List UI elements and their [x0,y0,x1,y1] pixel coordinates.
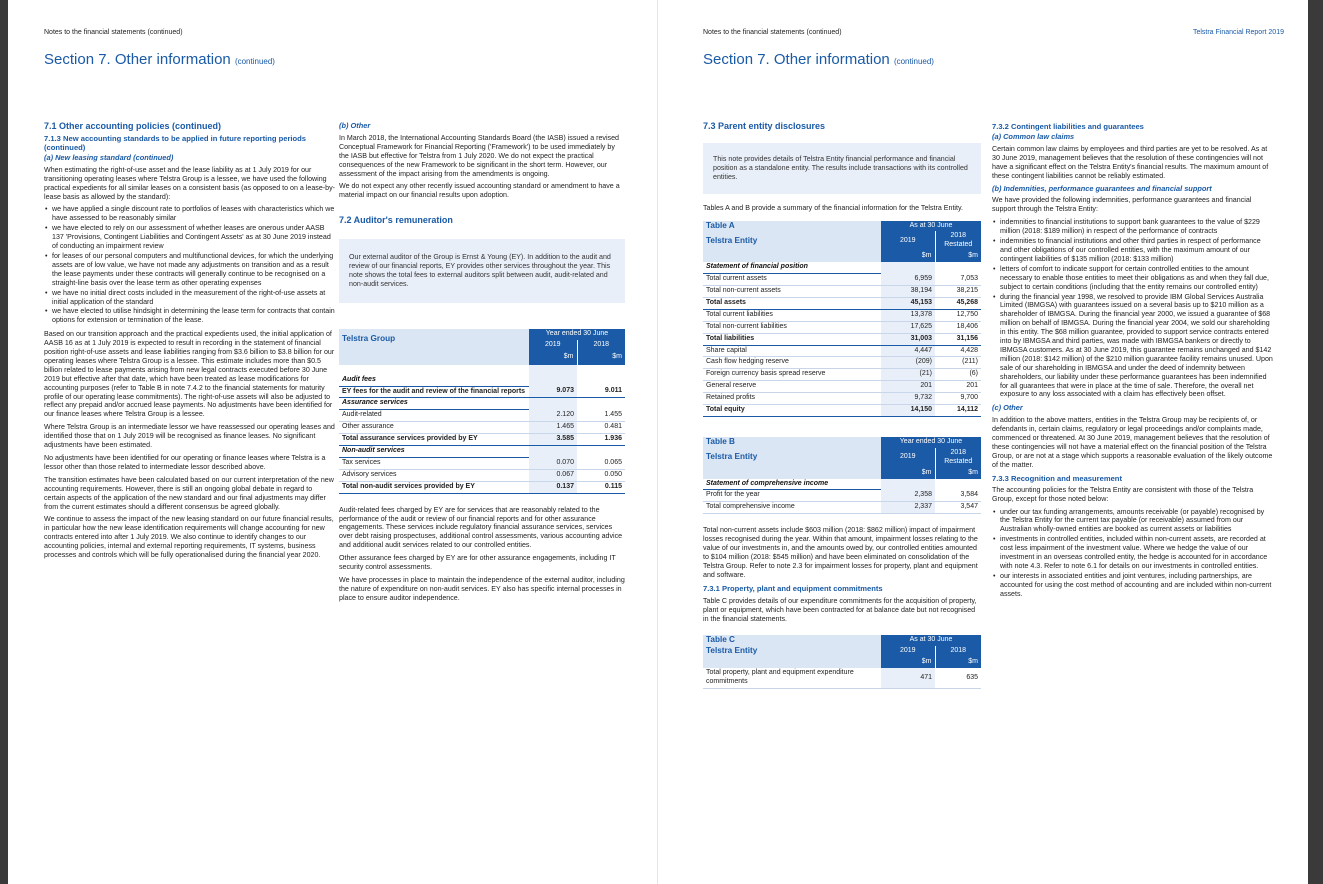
cell: 3,584 [935,490,981,502]
cell: 1.936 [577,434,625,446]
year-2019: 2019 [529,340,577,351]
paragraph: Other assurance fees charged by EY are for other assurance engagements, including IT security control assessments. [339,554,616,572]
unit: $m [881,251,935,262]
cell: 18,406 [935,321,981,333]
cell: 0.065 [577,457,625,469]
table-row: Audit-related [339,410,529,422]
right-column-2 [992,122,1274,604]
heading-7-3-2: 7.3.2 Contingent liabilities and guarantees [992,122,1144,131]
cell: 9,732 [881,393,935,405]
paragraph: In March 2018, the International Accounting Standards Board (the IASB) issued a revised Conceptual Framework for Financial Reporting ('Framework') to be used immediately by the IASB but effective for Telstra from 1 July 2020. We do not expect the practical consequences of the new Framework to be significant in the short term. However, our assessment of the impact arising from the amendments is ongoing. [339,133,619,178]
cell: (209) [881,357,935,369]
table-row: Retained profits [703,393,881,405]
list-item: • letters of comfort to indicate support for certain controlled entities to the amount necessary to enable those entities to meet their obligations as and when they fall due, subject to certain conditions (including that the entity remains our controlled entity) [992,265,1274,292]
year-2019: 2019 [881,646,935,657]
cell: 201 [935,381,981,393]
list-item: • we have elected to rely on our assessment of whether leases are onerous under AASB 137 'Provisions, Contingent Liabilities and Contingent Assets' as at 30 June 2019 instead of conducting an impairment review [44,224,335,251]
running-header: Notes to the financial statements (continued) [703,29,842,36]
cell: 0.115 [577,481,625,493]
paragraph: The accounting policies for the Telstra Entity are consistent with those of the Telstra Group, except for those noted below: [992,485,1254,503]
heading-a: (a) New leasing standard (continued) [44,152,174,162]
paragraph: Tables A and B provide a summary of the financial information for the Telstra Entity. [703,203,963,212]
cell: 2,337 [881,502,935,514]
table-row: Non-audit services [339,446,529,458]
table-row: Total assurance services provided by EY [339,434,529,446]
cell: 45,268 [935,297,981,309]
table-title: Table A [703,221,881,232]
table-row: Total current liabilities [703,309,881,321]
table-period: Year ended 30 June [881,437,981,448]
running-header: Notes to the financial statements (continued) [44,29,183,36]
paragraph: We have provided the following indemnities, performance guarantees and financial support through the Telstra Entity: [992,196,1252,214]
year-2019: 2019 [881,231,935,251]
list-item: • for leases of our personal computers and multifunctional devices, for which the underlying assets are of low value, we have not made any adjustments on transition and as a result the lease payments under these contracts will generally continue to be recognised on a straight-line basis over the lease term as other operating expenses [44,252,335,288]
cell: 38,194 [881,285,935,297]
paragraph: Audit-related fees charged by EY are for services that are reasonably related to the performance of the audit or review of our financial reports and for other assurance engagements. These services include regulatory financial assurance services, services over debt raising prospectuses, additional control assessments, various accounting advice and additional audit services related to our controlled entities. [339,505,623,550]
table-row: Total current assets [703,274,881,286]
cell: 2,358 [881,490,935,502]
year-2018: 2018 [577,340,625,351]
table-row: Statement of comprehensive income [703,479,881,490]
left-column-2 [339,122,625,607]
paragraph: We have processes in place to maintain the independence of the external auditor, including the nature of expenditure on non-audit services. EY also has specific internal processes in place to ensure auditor independence. [339,576,625,602]
cell: 0.067 [529,469,577,481]
right-column-1 [703,122,981,695]
cell: (211) [935,357,981,369]
brand-label: Telstra Financial Report 2019 [1192,29,1284,36]
table-row: Total non-audit services provided by EY [339,481,529,493]
bullet-list [992,508,1274,599]
paragraph: No adjustments have been identified for our operating or finance leases where Telstra is a lessor other than those related to intermediate lessor described above. [44,454,326,471]
table-row: General reserve [703,381,881,393]
auditor-table [339,329,625,494]
table-period: As at 30 June [881,635,981,646]
table-row: Advisory services [339,469,529,481]
list-item: • investments in controlled entities, included within non-current assets, are recorded at cost less impairment of the investment value. Where we hedge the value of our investment in an overseas controlled entity, the hedge is accounted for in accordance with note 4.3. Refer to note 6.1 for details on our investments in controlled entities. [992,535,1274,571]
table-row: Share capital [703,345,881,357]
list-item: • indemnities to financial institutions to support bank guarantees to the value of $229 million (2018: $189 million) in respect of the performance of contracts [992,218,1274,236]
table-row: Total assets [703,297,881,309]
heading-7-3-1: 7.3.1 Property, plant and equipment commitments [703,583,883,593]
list-item: • our interests in associated entities and joint ventures, including partnerships, are accounted for using the cost method of accounting and are included within non-current assets. [992,572,1274,599]
table-row: Total comprehensive income [703,502,881,514]
cell: 2.120 [529,410,577,422]
table-row: Audit fees [339,375,529,386]
paragraph: Table C provides details of our expenditure commitments for the acquisition of property, plant or equipment, which have been contracted for at balance date but not recognised in the financial statements. [703,596,977,623]
paragraph: We do not expect any other recently issued accounting standard or amendment to have a material impact on our financial results upon adoption. [339,182,620,200]
cell: 1.465 [529,422,577,434]
table-row: Total equity [703,405,881,417]
cell: 9.073 [529,386,577,398]
paragraph: Total non-current assets include $603 million (2018: $862 million) impact of impairment losses recognised during the year. Within that amount, impairment losses relating to the value of our investments in, and the amounts owed by, our controlled entities amounted to $104 million (2018: $545 million) and have been eliminated on consolidation of the Telstra Group. Refer to note 2.3 for impairment losses for property, plant and equipment and software. [703,526,978,579]
table-a [703,221,981,417]
bullet-list [44,205,335,325]
table-subtitle: Telstra Entity [703,231,881,251]
left-column-1 [44,122,335,564]
heading-7-1-3: 7.1.3 New accounting standards to be applied in future reporting periods (continued) [44,133,307,152]
heading-7-1: 7.1 Other accounting policies (continued) [44,121,222,131]
table-row: Tax services [339,457,529,469]
table-row: Total liabilities [703,333,881,345]
year-2018: 2018 Restated [935,448,981,468]
table-title: Telstra Group [339,329,529,351]
unit: $m [529,351,577,365]
year-2018: 2018 Restated [935,231,981,251]
year-2019: 2019 [881,448,935,468]
paragraph: Where Telstra Group is an intermediate lessor we have reassessed our operating leases and identified those that on 1 July 2019 will be recognised as finance leases. No significant adjustments have been estimated. [44,423,335,450]
cell: 0.481 [577,422,625,434]
cell: 4,428 [935,345,981,357]
heading-a: (a) Common law claims [992,132,1075,141]
year-2018: 2018 [935,646,981,657]
cell: 471 [881,668,935,688]
table-row: Profit for the year [703,490,881,502]
heading-7-3: 7.3 Parent entity disclosures [703,121,826,131]
cell: 0.070 [529,457,577,469]
heading-c: (c) Other [992,403,1023,413]
heading-b: (b) Other [339,121,371,130]
list-item: • under our tax funding arrangements, amounts receivable (or payable) recognised by the Telstra Entity for the current tax payable (or receivable) assumed from our Australian wholly-owned entities are booked as current assets or liabilities [992,508,1274,535]
cell: 9,700 [935,393,981,405]
cell: 38,215 [935,285,981,297]
report-spread [8,0,1308,884]
left-page [8,0,658,884]
cell: 0.137 [529,481,577,493]
list-item: • indemnities to financial institutions and other third parties in respect of performance and other obligations of our controlled entities, with the maximum amount of our contingent liabilities of $135 million (2018: $133 million) [992,237,1274,264]
table-row: Statement of financial position [703,262,881,273]
section-title: Section 7. Other information (continued) [44,51,275,68]
cell: 3.585 [529,434,577,446]
table-subtitle: Telstra Entity [703,646,881,657]
heading-b: (b) Indemnities, performance guarantees and financial support [992,183,1212,193]
paragraph: When estimating the right-of-use asset and the lease liability as at 1 July 2019 for our transitioning operating leases where Telstra Group is a lessee, we have used the following practical expedients for all similar leases on a consistent basis (as opposed to on a lease-by-lease basis as allowed by the standard): [44,165,335,201]
cell: 17,625 [881,321,935,333]
heading-7-3-3: 7.3.3 Recognition and measurement [992,473,1122,483]
table-c [703,635,981,689]
paragraph: The transition estimates have been calculated based on our current interpretation of the new accounting requirements. However, there is still an ongoing global debate in regard to certain aspects of the application of the new standard and our final adjustments may differ from the current estimates should a different consensus be agreed globally. [44,475,334,511]
cell: 7,053 [935,274,981,286]
table-b [703,437,981,514]
section-title: Section 7. Other information (continued) [703,51,934,68]
paragraph: Based on our transition approach and the practical expedients used, the initial application of AASB 16 as at 1 July 2019 is expected to result in recording in the statement of financial position right-of-use assets and lease liabilities ranging from $3.6 billion to $3.8 billion for our operating leases where Telstra Group is a lessee. This estimate includes more than $0.5 billion related to lease payments arising from new legal contracts executed before 30 June 2019 but effective after that date, which have been treated as lease modifications for accounting purposes (refer to Table B in note 7.4.2 to the financial statements for maturity profile of our operating lease commitments). The right-of-use assets will also be adjusted to reflect any prepaid and/or accrued lease payments. No adjustments have been identified for our finance leases where Telstra Group is a lessee. [44,330,335,419]
unit: $m [935,468,981,479]
unit: $m [881,468,935,479]
table-row: Cash flow hedging reserve [703,357,881,369]
cell: 201 [881,381,935,393]
unit: $m [577,351,625,365]
cell: 13,378 [881,309,935,321]
cell: 635 [935,668,981,688]
table-period: Year ended 30 June [529,329,625,340]
paragraph: We continue to assess the impact of the new leasing standard on our future financial results, in particular how the new lease identification requirements will change accounting for new contracts entered into after 1 July 2019. We also continue to identify changes to our accounting policies, internal and external reporting requirements, IT systems, business processes and controls which will be fully operationalised during the financial year 2020. [44,515,334,560]
table-subtitle: Telstra Entity [703,448,881,468]
unit: $m [935,657,981,668]
table-row: Assurance services [339,398,529,410]
cell: 31,003 [881,333,935,345]
right-page [658,0,1308,884]
cell: 3,547 [935,502,981,514]
table-row: Total non-current assets [703,285,881,297]
cell: 45,153 [881,297,935,309]
cell: 14,112 [935,405,981,417]
table-title: Table C [703,635,881,646]
unit: $m [935,251,981,262]
cell: (21) [881,369,935,381]
list-item: • during the financial year 1998, we resolved to provide IBM Global Services Australia Limited (IBMGSA) with guarantees issued on a several basis up to $210 million as a shareholder of IBMGSA. During the financial year 2000, we issued a guarantee of $68 million on behalf of IBMGSA. During the financial year 2004, we sold our shareholding in this entity. The $68 million guarantee, provided to support service contracts entered into by IBMGSA and third parties, was made with IBMGSA bankers or directly to IBMGSA customers. As at 30 June 2019, this guarantee remains unchanged and $142 million (2018: $142 million) of the $210 million guarantee facility remains unused. Upon sale of our shareholding in IBMGSA and under the deed of indemnity between shareholders, our liability under these performance guarantees has been indemnified for all guarantees that were in place at the time of sale. Therefore, the overall net exposure to any loss associated with a claim has effectively been offset. [992,293,1274,400]
bullet-list [992,218,1274,399]
intro-box: Our external auditor of the Group is Ernst & Young (EY). In addition to the audit and review of our financial reports, EY provides other services throughout the year. This note shows the total fees to external auditors split between audit, audit-related and non-audit services. [339,239,625,303]
paragraph: In addition to the above matters, entities in the Telstra Group may be recipients of, or defendants in, certain claims, regulatory or legal proceedings and/or complaints made, commenced or threatened. At 30 June 2019, management believes that the resolution of these contingencies will not have a material effect on the financial position of the Telstra Group, or are not at a stage which supports a reasonable evaluation of the likely outcome of the matter. [992,416,1273,469]
table-period: As at 30 June [881,221,981,232]
table-row: EY fees for the audit and review of the financial reports [339,386,529,398]
list-item: • we have applied a single discount rate to portfolios of leases with characteristics which we have assessed to be reasonably similar [44,205,335,223]
cell: 31,156 [935,333,981,345]
list-item: • we have no initial direct costs included in the measurement of the right-of-use assets at initial application of the standard [44,289,335,307]
heading-7-2: 7.2 Auditor's remuneration [339,215,453,226]
table-row: Total non-current liabilities [703,321,881,333]
cell: 6,959 [881,274,935,286]
table-row: Other assurance [339,422,529,434]
cell: 14,150 [881,405,935,417]
list-item: • we have elected to utilise hindsight in determining the lease term for contracts that contain options for extension or termination of the lease. [44,307,335,325]
cell: 4,447 [881,345,935,357]
table-row: Total property, plant and equipment expenditure commitments [703,668,881,688]
cell: 12,750 [935,309,981,321]
paragraph: Certain common law claims by employees and third parties are yet to be resolved. As at 30 June 2019, management believes that the resolution of these contingencies will not have a significant effect on the Telstra Entity's financial results. The maximum amount of these contingent liabilities cannot be reliably estimated. [992,144,1269,180]
unit: $m [881,657,935,668]
cell: 0.050 [577,469,625,481]
cell: (6) [935,369,981,381]
cell: 1.455 [577,410,625,422]
cell: 9.011 [577,386,625,398]
intro-box: This note provides details of Telstra Entity financial performance and financial position as a standalone entity. The results include transactions with its controlled entities. [703,143,981,194]
table-row: Foreign currency basis spread reserve [703,369,881,381]
table-title: Table B [703,437,881,448]
